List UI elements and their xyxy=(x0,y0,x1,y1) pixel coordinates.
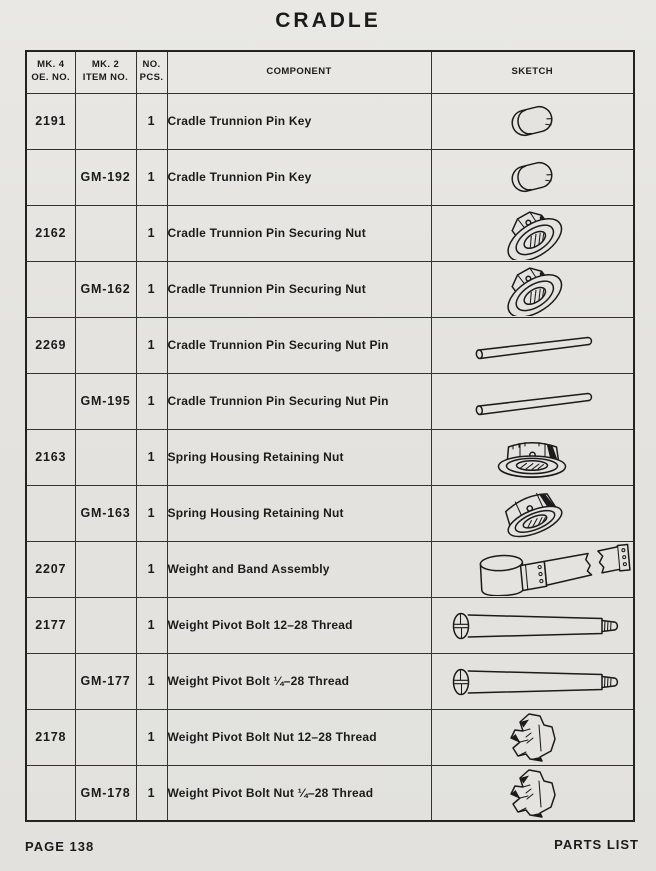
no-pcs-cell: 1 xyxy=(136,373,167,429)
sketch-cell xyxy=(431,429,634,485)
no-pcs-cell: 1 xyxy=(136,541,167,597)
header-row xyxy=(26,51,634,93)
castle-nut-sketch xyxy=(432,766,632,820)
table-row xyxy=(26,597,634,653)
component-cell: Spring Housing Retaining Nut xyxy=(167,485,431,541)
page-number: PAGE 138 xyxy=(25,839,95,854)
sketch-cell xyxy=(431,261,634,317)
no-pcs-cell: 1 xyxy=(136,149,167,205)
table-row xyxy=(26,205,634,261)
pivot-bolt-sketch xyxy=(432,654,632,708)
securing-nut-sketch xyxy=(432,262,632,316)
pivot-bolt-sketch xyxy=(432,598,632,652)
header-line: COMPONENT xyxy=(266,65,332,77)
no-pcs-cell: 1 xyxy=(136,317,167,373)
table-row xyxy=(26,373,634,429)
no-pcs-cell: 1 xyxy=(136,485,167,541)
no-pcs-cell: 1 xyxy=(136,653,167,709)
sketch-cell xyxy=(431,317,634,373)
mk4-oe-no-cell xyxy=(26,485,75,541)
sketch-cell xyxy=(431,373,634,429)
header-line: OE. NO. xyxy=(31,72,71,84)
component-cell: Weight Pivot Bolt 12–28 Thread xyxy=(167,597,431,653)
mk4-oe-no-cell xyxy=(26,261,75,317)
table-row xyxy=(26,261,634,317)
no-pcs-cell: 1 xyxy=(136,93,167,149)
sketch-cell xyxy=(431,149,634,205)
table-body xyxy=(26,93,634,821)
retaining-nut-tilt-sketch xyxy=(432,486,632,540)
mk4-oe-no-cell xyxy=(26,653,75,709)
header-line: SKETCH xyxy=(511,65,553,77)
no-pcs-cell: 1 xyxy=(136,205,167,261)
component-cell: Cradle Trunnion Pin Key xyxy=(167,93,431,149)
mk4-oe-no-cell xyxy=(26,149,75,205)
mk4-oe-no-cell: 2207 xyxy=(26,541,75,597)
nut-pin-sketch xyxy=(432,374,632,428)
table-row xyxy=(26,653,634,709)
mk4-oe-no-cell: 2162 xyxy=(26,205,75,261)
header-line: PCS. xyxy=(139,72,164,84)
no-pcs-cell: 1 xyxy=(136,765,167,821)
sketch-cell xyxy=(431,653,634,709)
no-pcs-cell: 1 xyxy=(136,597,167,653)
sketch-cell xyxy=(431,485,634,541)
component-cell: Weight Pivot Bolt Nut 12–28 Thread xyxy=(167,709,431,765)
table-row xyxy=(26,317,634,373)
table-row xyxy=(26,93,634,149)
securing-nut-sketch xyxy=(432,206,632,260)
pin-key-sketch xyxy=(432,150,632,204)
mk2-item-no-cell: GM-195 xyxy=(75,373,136,429)
sketch-cell xyxy=(431,205,634,261)
retaining-nut-front-sketch xyxy=(432,430,632,484)
component-cell: Weight Pivot Bolt ¼–28 Thread xyxy=(167,653,431,709)
mk2-item-no-cell xyxy=(75,205,136,261)
header-line: MK. 2 xyxy=(91,59,120,71)
no-pcs-cell: 1 xyxy=(136,429,167,485)
pin-key-sketch xyxy=(432,94,632,148)
sketch-cell xyxy=(431,765,634,821)
table-row xyxy=(26,541,634,597)
component-cell: Weight Pivot Bolt Nut ¼–28 Thread xyxy=(167,765,431,821)
page-title: CRADLE xyxy=(275,9,381,32)
mk2-item-no-cell: GM-178 xyxy=(75,765,136,821)
col-header-mk4-oe-no xyxy=(26,51,75,93)
sketch-cell xyxy=(431,709,634,765)
sketch-cell xyxy=(431,541,634,597)
mk2-item-no-cell: GM-163 xyxy=(75,485,136,541)
mk2-item-no-cell xyxy=(75,93,136,149)
parts-table xyxy=(25,50,635,822)
mk2-item-no-cell xyxy=(75,429,136,485)
weight-band-sketch xyxy=(432,542,632,596)
header-line: NO. xyxy=(142,59,161,71)
col-header-sketch xyxy=(431,51,634,93)
component-cell: Cradle Trunnion Pin Securing Nut Pin xyxy=(167,317,431,373)
mk2-item-no-cell: GM-162 xyxy=(75,261,136,317)
table-row xyxy=(26,149,634,205)
mk2-item-no-cell xyxy=(75,709,136,765)
sketch-cell xyxy=(431,93,634,149)
table-row xyxy=(26,429,634,485)
component-cell: Spring Housing Retaining Nut xyxy=(167,429,431,485)
col-header-component xyxy=(167,51,431,93)
nut-pin-sketch xyxy=(432,318,632,372)
mk2-item-no-cell xyxy=(75,597,136,653)
component-cell: Cradle Trunnion Pin Securing Nut Pin xyxy=(167,373,431,429)
table-row xyxy=(26,485,634,541)
component-cell: Cradle Trunnion Pin Securing Nut xyxy=(167,205,431,261)
component-cell: Cradle Trunnion Pin Securing Nut xyxy=(167,261,431,317)
mk2-item-no-cell xyxy=(75,317,136,373)
mk2-item-no-cell: GM-177 xyxy=(75,653,136,709)
mk4-oe-no-cell: 2191 xyxy=(26,93,75,149)
col-header-no-pcs xyxy=(136,51,167,93)
col-header-mk2-item-no xyxy=(75,51,136,93)
mk4-oe-no-cell xyxy=(26,765,75,821)
mk2-item-no-cell: GM-192 xyxy=(75,149,136,205)
document-type-label: PARTS LIST xyxy=(554,837,639,852)
table-header xyxy=(26,51,634,93)
sketch-cell xyxy=(431,597,634,653)
castle-nut-sketch xyxy=(432,710,632,764)
component-cell: Cradle Trunnion Pin Key xyxy=(167,149,431,205)
table-row xyxy=(26,765,634,821)
component-cell: Weight and Band Assembly xyxy=(167,541,431,597)
mk4-oe-no-cell: 2177 xyxy=(26,597,75,653)
no-pcs-cell: 1 xyxy=(136,709,167,765)
header-line: ITEM NO. xyxy=(82,72,129,84)
header-line: MK. 4 xyxy=(37,59,65,71)
table-row xyxy=(26,709,634,765)
mk4-oe-no-cell: 2163 xyxy=(26,429,75,485)
mk4-oe-no-cell: 2178 xyxy=(26,709,75,765)
no-pcs-cell: 1 xyxy=(136,261,167,317)
mk2-item-no-cell xyxy=(75,541,136,597)
mk4-oe-no-cell xyxy=(26,373,75,429)
mk4-oe-no-cell: 2269 xyxy=(26,317,75,373)
